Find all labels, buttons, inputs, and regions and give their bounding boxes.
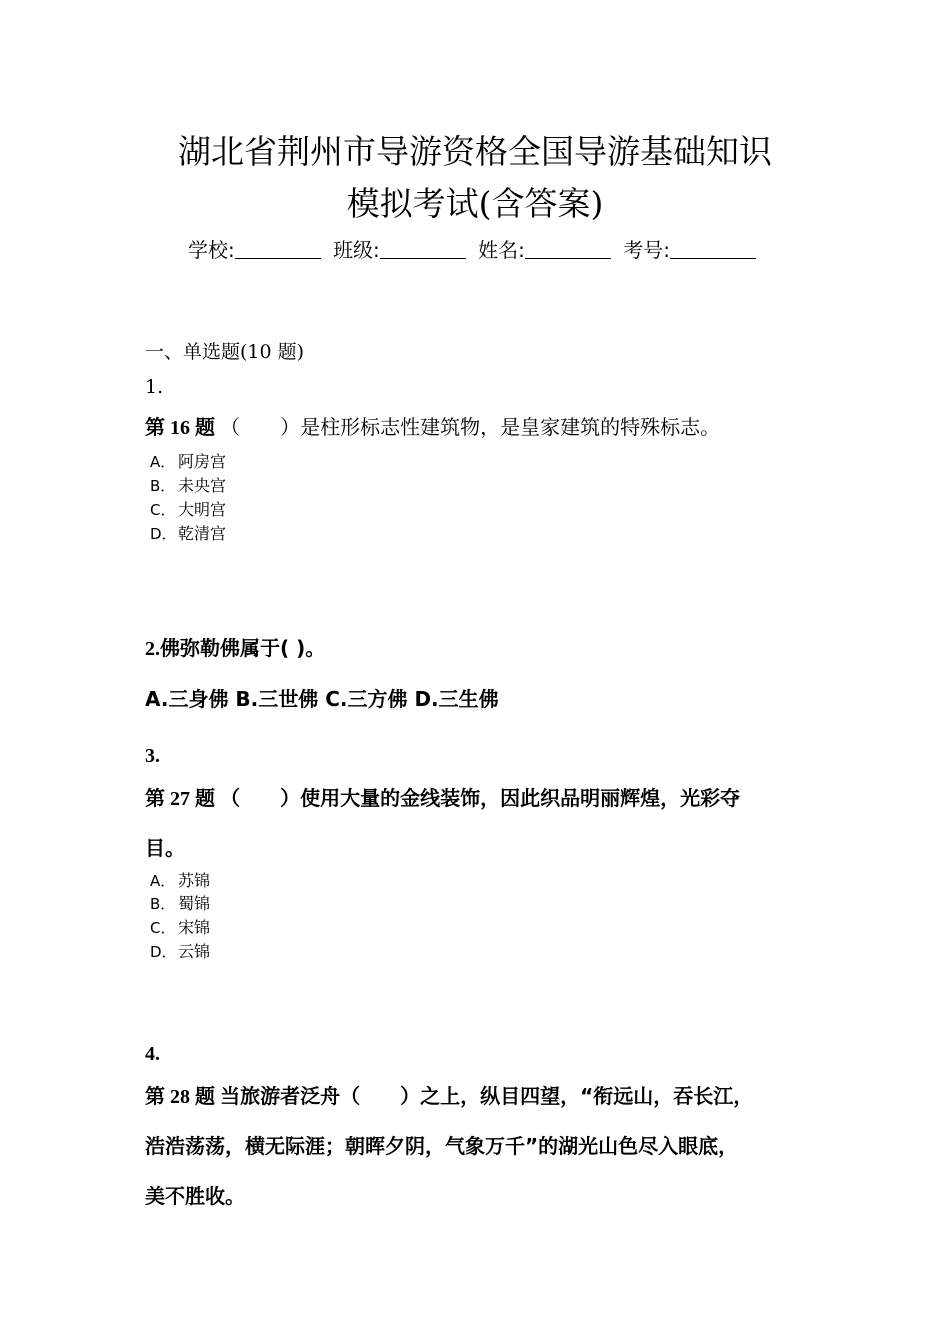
name-blank [525,238,611,259]
exam-number-blank [670,238,756,259]
question-1-stem [145,411,720,440]
question-4-stem-line3: 美不胜收。 [145,1184,245,1208]
school-label: 学校: [187,238,235,262]
question-3-option-d: D．云锦 [150,942,211,961]
school-blank [235,238,321,259]
question-3-stem-line2: 目。 [145,836,185,860]
page-title-line1: 湖北省荆州市导游资格全国导游基础知识 [178,132,772,171]
question-3-option-c: C． 宋锦 [150,918,211,937]
page-title-line2: 模拟考试(含答案) [346,184,604,223]
question-3-prefix: 第 27 题 [145,788,215,810]
question-1-option-a: A． 阿房宫 [150,452,227,471]
question-1-option-d: D．乾清宫 [150,524,227,543]
student-info-row [0,236,950,264]
section-heading: 一、单选题(10 题) [145,341,305,363]
question-2-options: A.三身佛 B.三世佛 C.三方佛 D.三生佛 [145,687,499,711]
question-4-stem-line2: 浩浩荡荡，横无际涯；朝晖夕阴，气象万千”的湖光山色尽入眼底， [145,1134,739,1158]
question-1-option-b: B． 未央宫 [150,476,227,495]
name-label: 姓名: [478,238,525,262]
question-1-option-c: C． 大明宫 [150,500,227,519]
question-2-stem: 2.佛弥勒佛属于( )。 [145,636,326,660]
question-3-number: 3. [145,745,160,767]
question-4-prefix: 第 28 题 [145,1086,215,1108]
question-3-option-a: A． 苏锦 [150,871,211,890]
question-1-prefix: 第 16 题 [145,417,215,439]
question-3-stem-line1: 第 27 题 （ ）使用大量的金线装饰，因此织品明丽辉煌，光彩夺 [145,786,741,810]
question-1-number: 1. [145,376,164,398]
exam-number-label: 考号: [623,238,671,262]
question-3-option-b: B． 蜀锦 [150,894,211,913]
question-1-text: （ ）是柱形标志性建筑物，是皇家建筑的特殊标志。 [220,415,721,439]
question-4-stem-line1: 第 28 题 当旅游者泛舟（ ）之上，纵目四望，“衔远山，吞长江， [145,1084,754,1108]
class-label: 班级: [333,238,380,262]
question-4-number: 4. [145,1043,160,1065]
class-blank [380,238,466,259]
